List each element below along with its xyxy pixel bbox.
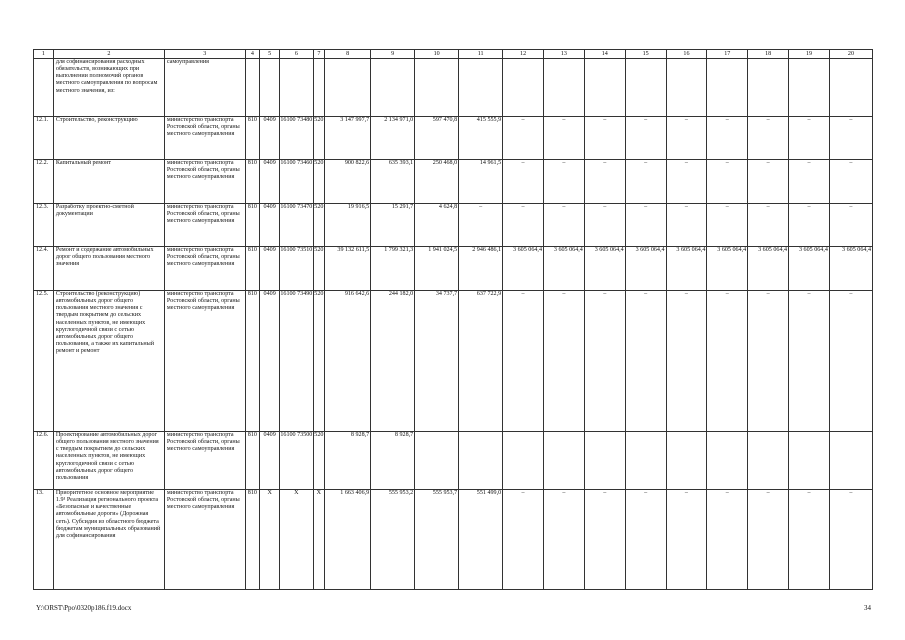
value-cell: – [503, 490, 544, 590]
value-cell: 3 605 064,4 [748, 247, 789, 291]
value-cell: 1 941 024,5 [415, 247, 459, 291]
header-cell: 1 [34, 50, 54, 59]
value-cell [415, 59, 459, 117]
value-cell: – [748, 490, 789, 590]
value-cell: – [544, 291, 585, 432]
value-cell: 15 291,7 [371, 204, 415, 247]
value-cell: – [584, 490, 625, 590]
value-cell: 597 470,8 [415, 117, 459, 160]
value-cell [503, 59, 544, 117]
value-cell: 16100 73470 [280, 204, 314, 247]
value-cell [625, 432, 666, 490]
value-cell: – [459, 204, 503, 247]
value-cell: – [829, 160, 872, 204]
value-cell [748, 432, 789, 490]
value-cell: 810 [245, 117, 260, 160]
table-row [34, 59, 873, 117]
value-cell: – [829, 117, 872, 160]
value-cell: 810 [245, 291, 260, 432]
header-cell: 6 [280, 50, 314, 59]
value-cell: 520 [313, 204, 325, 247]
executor-cell: министерство транспорта Ростовской области, органы местного самоуправления [164, 204, 245, 247]
value-cell: – [748, 117, 789, 160]
value-cell: 244 182,0 [371, 291, 415, 432]
header-cell: 7 [313, 50, 325, 59]
value-cell: 0409 [260, 160, 280, 204]
value-cell: 0409 [260, 117, 280, 160]
value-cell: 637 722,9 [459, 291, 503, 432]
value-cell: 14 961,5 [459, 160, 503, 204]
header-cell: 10 [415, 50, 459, 59]
value-cell [829, 432, 872, 490]
executor-cell: министерство транспорта Ростовской области, органы местного самоуправления [164, 490, 245, 590]
executor-cell: министерство транспорта Ростовской области, органы местного самоуправления [164, 117, 245, 160]
value-cell: 16100 73490 [280, 291, 314, 432]
table-row [34, 160, 873, 204]
value-cell: 900 822,6 [325, 160, 371, 204]
file-path-footer: Y:\ORST\Ppo\0320p186.f19.docx [36, 604, 132, 612]
value-cell: – [666, 490, 707, 590]
value-cell: 8 928,7 [371, 432, 415, 490]
table-row [34, 247, 873, 291]
value-cell: – [666, 204, 707, 247]
value-cell: 1 663 406,9 [325, 490, 371, 590]
row-number-cell: 12.4. [34, 247, 54, 291]
header-cell: 4 [245, 50, 260, 59]
value-cell: – [748, 204, 789, 247]
header-cell: 18 [748, 50, 789, 59]
value-cell: 16100 73510 [280, 247, 314, 291]
value-cell [503, 432, 544, 490]
value-cell [625, 59, 666, 117]
value-cell: 0409 [260, 247, 280, 291]
value-cell: 520 [313, 160, 325, 204]
value-cell: – [666, 160, 707, 204]
row-number-cell: 12.5. [34, 291, 54, 432]
value-cell: 3 605 064,4 [544, 247, 585, 291]
value-cell: 3 605 064,4 [829, 247, 872, 291]
value-cell: 4 624,8 [415, 204, 459, 247]
value-cell: 250 468,0 [415, 160, 459, 204]
executor-cell: министерство транспорта Ростовской области, органы местного самоуправления [164, 160, 245, 204]
value-cell: 3 605 064,4 [789, 247, 830, 291]
page-number: 34 [864, 604, 871, 612]
value-cell: – [748, 291, 789, 432]
value-cell: 916 642,6 [325, 291, 371, 432]
value-cell: – [789, 117, 830, 160]
value-cell: – [707, 490, 748, 590]
value-cell: – [666, 117, 707, 160]
value-cell: – [584, 204, 625, 247]
value-cell: – [829, 204, 872, 247]
activity-name-cell: Ремонт и содержание автомобильных дорог общего пользования местного значения [53, 247, 164, 291]
value-cell: – [584, 117, 625, 160]
row-number-cell: 12.3. [34, 204, 54, 247]
table-row [34, 490, 873, 590]
table-row [34, 291, 873, 432]
value-cell: 3 605 064,4 [666, 247, 707, 291]
value-cell [313, 59, 325, 117]
budget-table [33, 49, 873, 590]
value-cell: Х [280, 490, 314, 590]
value-cell: – [707, 160, 748, 204]
value-cell: – [666, 291, 707, 432]
value-cell: – [625, 204, 666, 247]
value-cell [544, 432, 585, 490]
table-row [34, 117, 873, 160]
value-cell [584, 432, 625, 490]
value-cell: 520 [313, 432, 325, 490]
value-cell [789, 432, 830, 490]
value-cell: 8 928,7 [325, 432, 371, 490]
value-cell: 555 953,2 [371, 490, 415, 590]
value-cell: – [503, 160, 544, 204]
header-cell: 16 [666, 50, 707, 59]
value-cell [260, 59, 280, 117]
activity-name-cell: Капитальный ремонт [53, 160, 164, 204]
value-cell: – [707, 204, 748, 247]
value-cell [748, 59, 789, 117]
value-cell: – [503, 117, 544, 160]
value-cell: – [584, 160, 625, 204]
value-cell: – [789, 490, 830, 590]
value-cell: – [544, 160, 585, 204]
value-cell: – [829, 490, 872, 590]
value-cell [666, 432, 707, 490]
value-cell [584, 59, 625, 117]
value-cell [707, 432, 748, 490]
header-cell: 19 [789, 50, 830, 59]
value-cell: 520 [313, 291, 325, 432]
header-cell: 14 [584, 50, 625, 59]
value-cell: 3 605 064,4 [503, 247, 544, 291]
value-cell [371, 59, 415, 117]
value-cell [459, 432, 503, 490]
value-cell [415, 432, 459, 490]
activity-name-cell: Проектирование автомобильных дорог общего пользования местного значения с твердым покрытием до сельских населенных пунктов, не имеющих круглогодичной связи с сетью автомобильных дорог общего пользования [53, 432, 164, 490]
header-cell: 13 [544, 50, 585, 59]
value-cell: 810 [245, 160, 260, 204]
header-cell: 15 [625, 50, 666, 59]
value-cell: – [829, 291, 872, 432]
header-row [34, 50, 873, 59]
value-cell: – [625, 160, 666, 204]
row-number-cell [34, 59, 54, 117]
value-cell: – [707, 291, 748, 432]
executor-cell: самоуправления [164, 59, 245, 117]
value-cell: – [789, 291, 830, 432]
activity-name-cell: Строительство (реконструкцию) автомобильных дорог общего пользования местного значения с твердым покрытием до сельских населенных пунктов, не имеющих круглогодичной связи с сетью автомобильных дорог общего пользования, а также их капитальный ремонт и ремонт [53, 291, 164, 432]
value-cell: 555 953,7 [415, 490, 459, 590]
value-cell [459, 59, 503, 117]
value-cell: – [503, 204, 544, 247]
value-cell: 16100 73480 [280, 117, 314, 160]
value-cell: 810 [245, 490, 260, 590]
value-cell [829, 59, 872, 117]
value-cell: Х [313, 490, 325, 590]
activity-name-cell: Приоритетное основное мероприятие 1.9¹ Реализация регионального проекта «Безопасные и качественные автомобильные дороги» (Дорожная сеть). Субсидия из областного бюджета бюджетам муниципальных образований для софинансирования [53, 490, 164, 590]
executor-cell: министерство транспорта Ростовской области, органы местного самоуправления [164, 432, 245, 490]
value-cell [789, 59, 830, 117]
value-cell: 551 499,0 [459, 490, 503, 590]
value-cell: – [544, 117, 585, 160]
row-number-cell: 13. [34, 490, 54, 590]
header-cell: 5 [260, 50, 280, 59]
activity-name-cell: для софинансирования расходных обязательств, возникающих при выполнении полномочий органов местного самоуправления по вопросам местного значения, из: [53, 59, 164, 117]
table-body [34, 50, 873, 590]
value-cell [666, 59, 707, 117]
header-cell: 12 [503, 50, 544, 59]
value-cell: 0409 [260, 432, 280, 490]
header-cell: 3 [164, 50, 245, 59]
value-cell: 810 [245, 247, 260, 291]
value-cell: 1 799 321,3 [371, 247, 415, 291]
value-cell: 2 134 971,0 [371, 117, 415, 160]
value-cell [544, 59, 585, 117]
value-cell: – [789, 204, 830, 247]
header-cell: 17 [707, 50, 748, 59]
value-cell: 16100 73500 [280, 432, 314, 490]
value-cell: – [625, 117, 666, 160]
value-cell: 520 [313, 247, 325, 291]
header-cell: 2 [53, 50, 164, 59]
activity-name-cell: Разработку проектно-сметной документации [53, 204, 164, 247]
value-cell: – [503, 291, 544, 432]
activity-name-cell: Строительство, реконструкцию [53, 117, 164, 160]
value-cell: 0409 [260, 291, 280, 432]
table-row [34, 204, 873, 247]
value-cell: – [544, 490, 585, 590]
value-cell [707, 59, 748, 117]
value-cell [245, 59, 260, 117]
value-cell: 16100 73460 [280, 160, 314, 204]
value-cell: – [584, 291, 625, 432]
budget-table-sheet [33, 49, 873, 590]
executor-cell: министерство транспорта Ростовской области, органы местного самоуправления [164, 291, 245, 432]
row-number-cell: 12.1. [34, 117, 54, 160]
value-cell: 3 147 997,7 [325, 117, 371, 160]
header-cell: 9 [371, 50, 415, 59]
row-number-cell: 12.6. [34, 432, 54, 490]
row-number-cell: 12.2. [34, 160, 54, 204]
value-cell: – [748, 160, 789, 204]
value-cell: 415 555,9 [459, 117, 503, 160]
header-cell: 8 [325, 50, 371, 59]
value-cell: – [544, 204, 585, 247]
value-cell: 0409 [260, 204, 280, 247]
value-cell: 810 [245, 204, 260, 247]
value-cell: – [625, 291, 666, 432]
table-row [34, 432, 873, 490]
value-cell: 39 132 611,5 [325, 247, 371, 291]
value-cell: 520 [313, 117, 325, 160]
value-cell: Х [260, 490, 280, 590]
value-cell: – [789, 160, 830, 204]
value-cell: 2 946 486,1 [459, 247, 503, 291]
value-cell: 635 393,1 [371, 160, 415, 204]
value-cell: – [707, 117, 748, 160]
value-cell: 19 916,5 [325, 204, 371, 247]
header-cell: 20 [829, 50, 872, 59]
value-cell: 34 737,7 [415, 291, 459, 432]
header-cell: 11 [459, 50, 503, 59]
value-cell: 810 [245, 432, 260, 490]
value-cell: 3 605 064,4 [584, 247, 625, 291]
value-cell: – [625, 490, 666, 590]
value-cell: 3 605 064,4 [707, 247, 748, 291]
executor-cell: министерство транспорта Ростовской области, органы местного самоуправления [164, 247, 245, 291]
value-cell: 3 605 064,4 [625, 247, 666, 291]
value-cell [280, 59, 314, 117]
value-cell [325, 59, 371, 117]
